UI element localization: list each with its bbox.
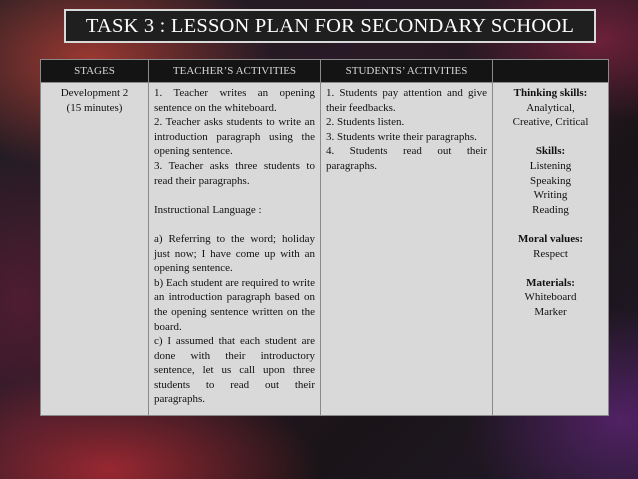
header-stages: STAGES: [41, 60, 149, 83]
teacher-item: 3. Teacher asks three students to read their paragraphs.: [154, 159, 315, 187]
skill-value: Reading: [532, 203, 569, 216]
moral-values-heading: Moral values:: [517, 232, 584, 245]
thinking-skill-value: Creative, Critical: [512, 116, 589, 129]
stage-name: Development 2: [60, 87, 129, 99]
student-item: 2. Students listen.: [326, 116, 405, 129]
thinking-skill-value: Analytical,: [526, 101, 575, 114]
table-row: [41, 83, 609, 416]
stage-duration: (15 minutes): [66, 101, 123, 114]
stage-cell: [41, 83, 149, 416]
materials-heading: Materials:: [526, 276, 575, 289]
material-value: Marker: [534, 305, 567, 318]
students-activities-cell: [321, 83, 493, 416]
header-blank: [493, 60, 609, 83]
moral-value: Respect: [533, 247, 568, 260]
student-item: 3. Students write their paragraphs.: [326, 130, 477, 143]
skill-value: Listening: [529, 159, 572, 172]
skills-materials-cell: [493, 83, 609, 416]
skills-heading: Skills:: [535, 145, 566, 158]
teacher-item: 1. Teacher writes an opening sentence on the whiteboard.: [154, 87, 315, 114]
slide-title: TASK 3 : LESSON PLAN FOR SECONDARY SCHOOL: [64, 9, 596, 43]
language-item: b) Each student are required to write an introduction paragraph based on the opening sentence written on the board.: [154, 276, 315, 333]
thinking-skills-heading: Thinking skills:: [513, 87, 588, 99]
skill-value: Speaking: [530, 174, 571, 187]
language-item: c) I assumed that each student are done with their introductory sentence, let us call upon three students to read out their paragraphs.: [154, 335, 315, 406]
student-item: 1. Students pay attention and give their feedbacks.: [326, 87, 487, 114]
instructional-language-heading: Instructional Language :: [154, 203, 262, 216]
teacher-item: 2. Teacher asks students to write an introduction paragraph using the opening sentence.: [154, 116, 315, 158]
lesson-plan-table: [40, 59, 609, 416]
header-teacher-activities: TEACHER’S ACTIVITIES: [149, 60, 321, 83]
teacher-activities-cell: [149, 83, 321, 416]
student-item: 4. Students read out their paragraphs.: [326, 145, 487, 172]
table-header-row: [41, 60, 609, 83]
header-students-activities: STUDENTS’ ACTIVITIES: [321, 60, 493, 83]
material-value: Whiteboard: [524, 291, 577, 304]
language-item: a) Referring to the word; holiday just now; I have come up with an opening sentence.: [154, 232, 315, 275]
skill-value: Writing: [533, 189, 568, 202]
